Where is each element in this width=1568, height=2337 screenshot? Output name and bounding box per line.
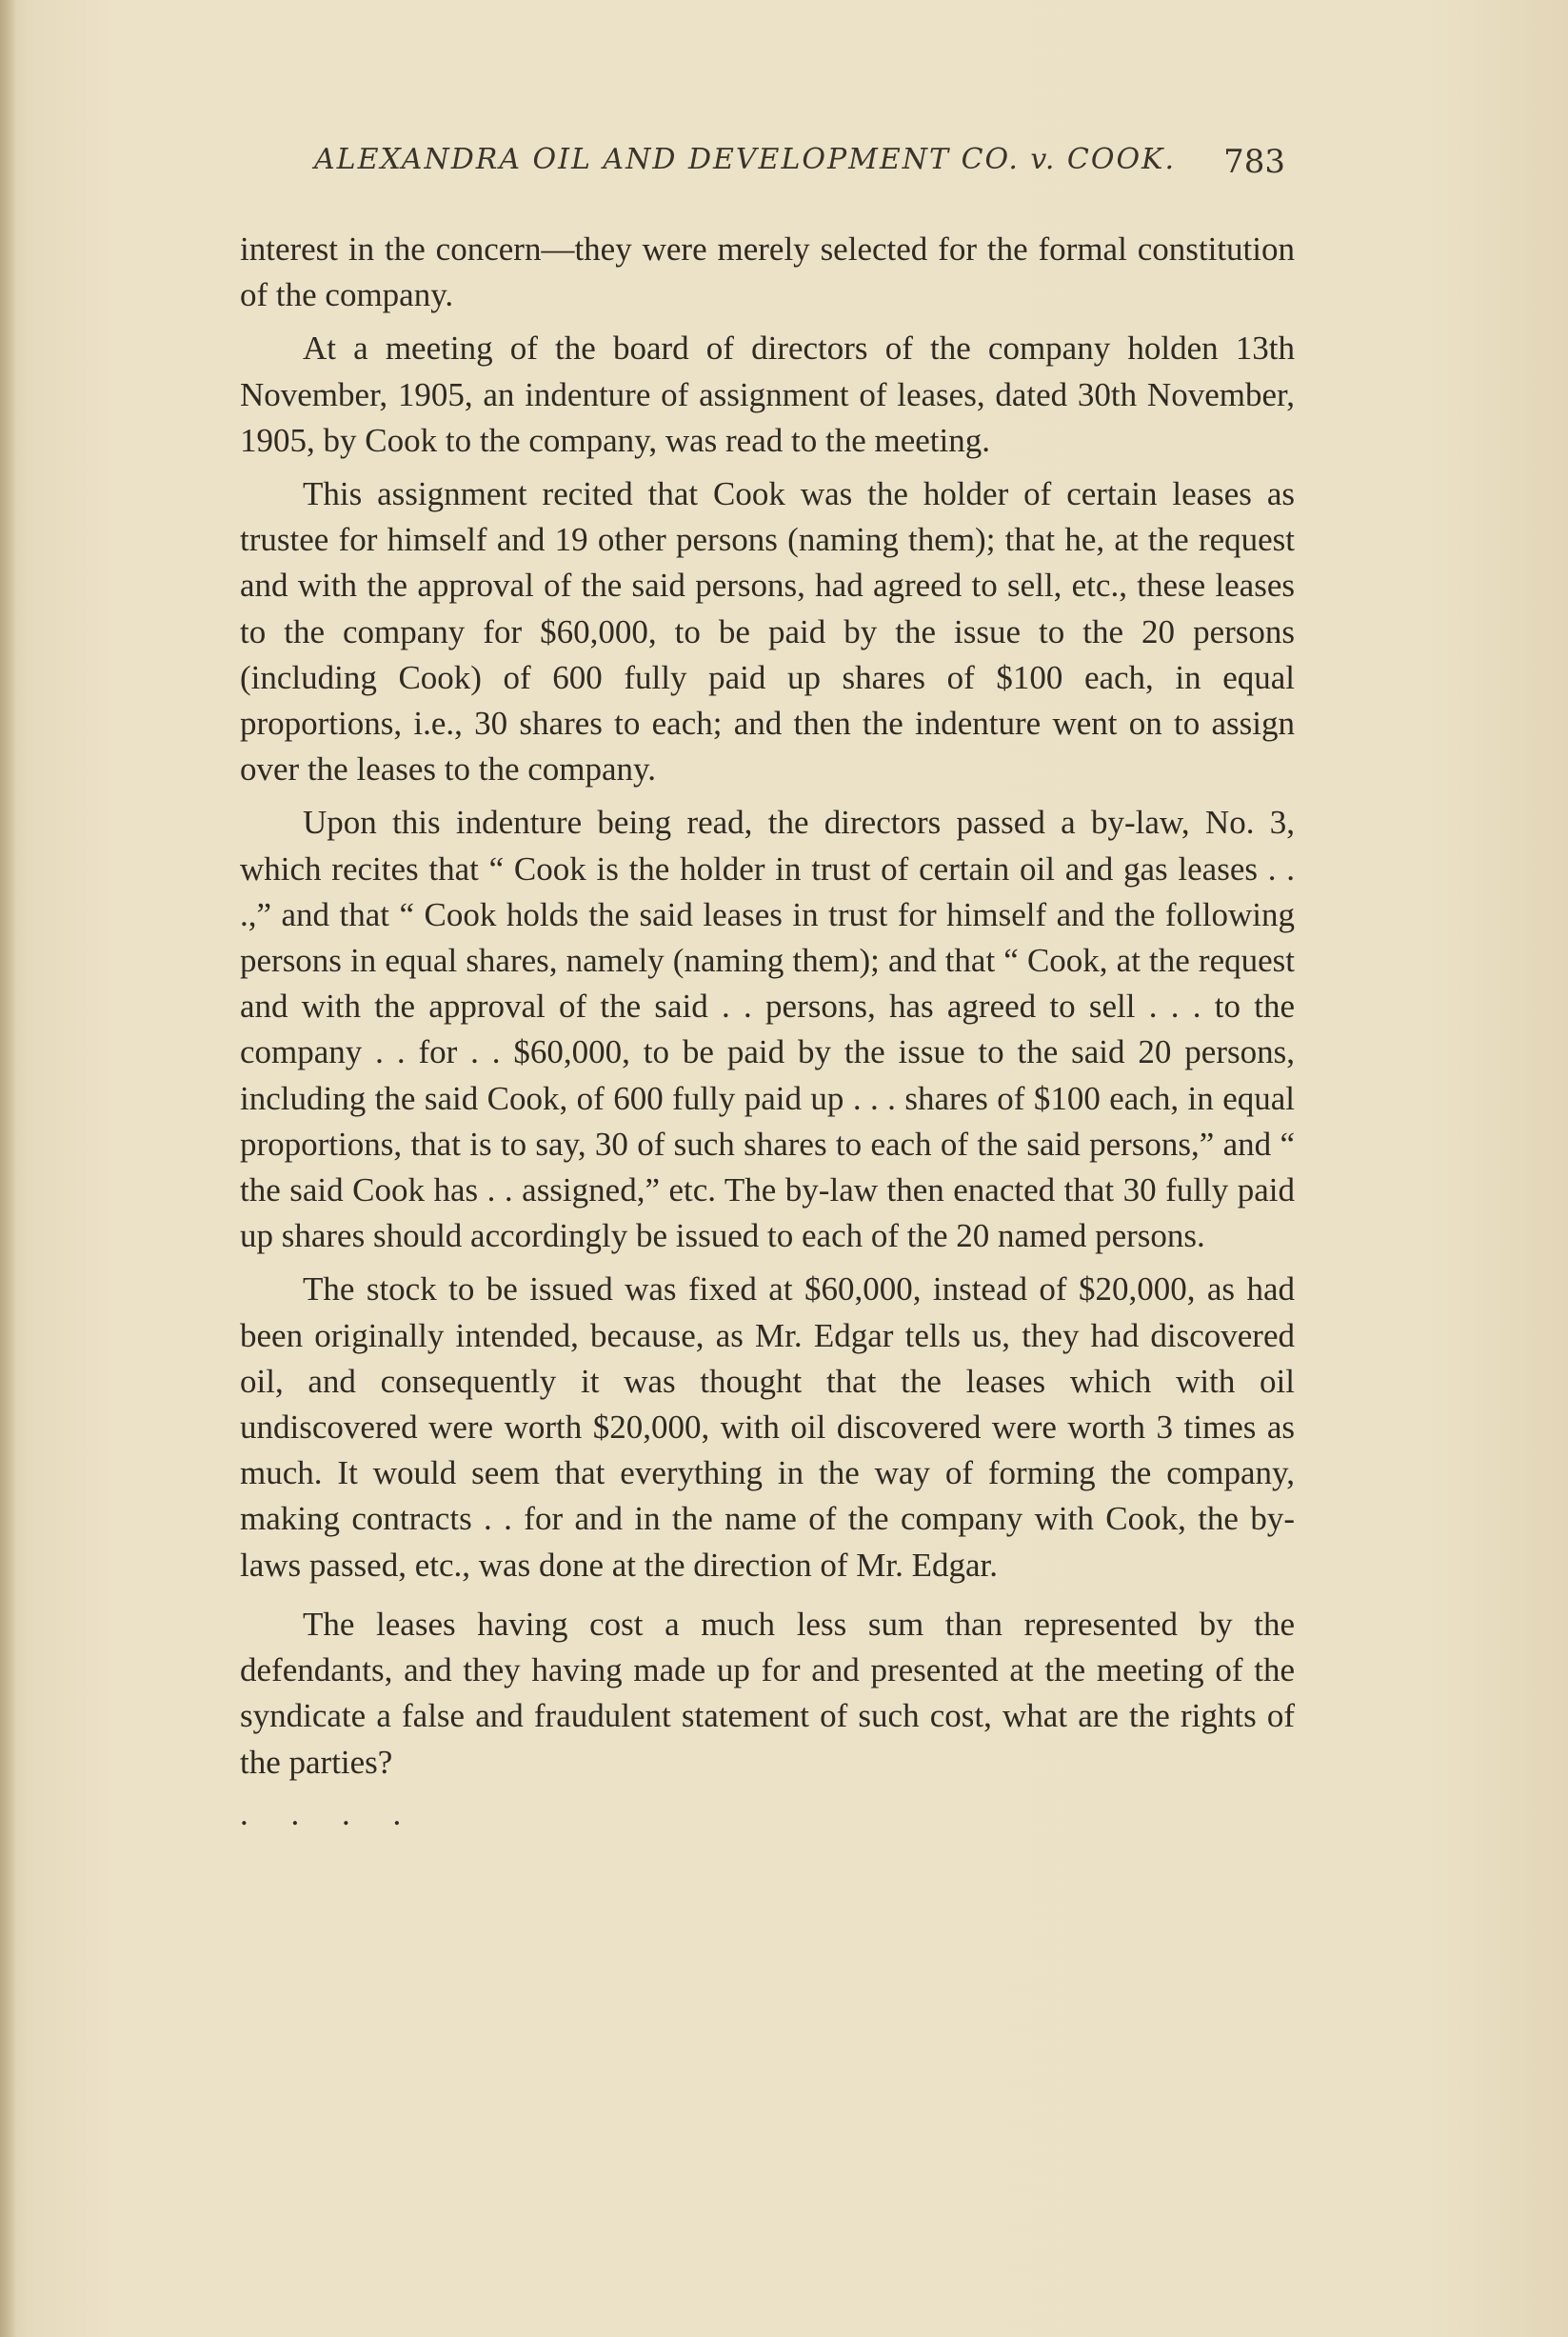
paragraph-2: At a meeting of the board of directors of the company holden 13th November, 1905, an indenture of assignment of leases, dated 30th November, 1905, by Cook to the company, was read to the meeting. [240,330,1295,459]
paragraph-5: The stock to be issued was fixed at $60,000, instead of $20,000, as had been originally intended, because, as Mr. Edgar tells us, they had discovered oil, and consequently it was thought that the leases which with oil undiscovered were worth $20,000, with oil discovered were worth 3 times as much. It would seem that everything in the way of forming the company, making contracts . . for and in the name of the company with Cook, the by-laws passed, etc., was done at the direction of Mr. Edgar. [240,1270,1295,1584]
body-text [240,227,1295,1833]
paragraph-4: Upon this indenture being read, the directors passed a by-law, No. 3, which recites that “ Cook is the holder in trust of certain oil and gas leases . . .,” and that “ Cook holds the said leases in trust for himself and the following persons in equal shares, namely (naming them); and that “ Cook, at the request and with the approval of the said . . persons, has agreed to sell . . . to the company . . for . . $60,000, to be paid by the issue to the said 20 persons, including the said Cook, of 600 fully paid up . . . shares of $100 each, in equal proportions, that is to say, 30 of such shares to each of the said persons,” and “ the said Cook has . . assigned,” etc. The by-law then enacted that 30 fully paid up shares should accordingly be issued to each of the 20 named persons. [240,804,1295,1255]
running-head: ALEXANDRA OIL AND DEVELOPMENT CO. v. COOK. [314,143,1176,176]
page-header [314,143,1285,200]
paragraph-1: interest in the concern—they were merely selected for the formal constitution of the company. [240,230,1295,314]
page-number: 783 [1223,143,1285,181]
paragraph-3: This assignment recited that Cook was the holder of certain leases as trustee for himself and 19 other persons (naming them); that he, at the request and with the approval of the said persons, had agreed to sell, etc., these leases to the company for $60,000, to be paid by the issue to the 20 persons (including Cook) of 600 fully paid up shares of $100 each, in equal proportions, i.e., 30 shares to each; and then the indenture went on to assign over the leases to the company. [240,475,1295,789]
paragraph-6: The leases having cost a much less sum than represented by the defendants, and they having made up for and presented at the meeting of the syndicate a false and fraudulent statement of such cost, what are the rights of the parties? [240,1605,1295,1781]
page-gutter-shadow [0,0,17,2337]
closing-ellipsis: . . . . [240,1794,419,1832]
